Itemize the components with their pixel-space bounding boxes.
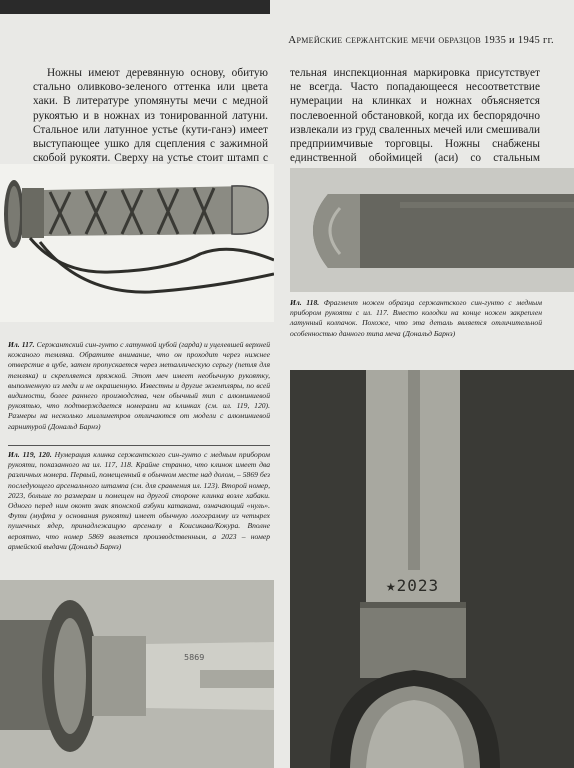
header-years: 1935 и 1945 гг. xyxy=(483,35,554,46)
right-paragraph: тельная инспекционная маркировка присутствует не всегда. Часто попадающееся несоответствие нумерации на клинках и ножнах объясняется послевоенной обстановкой, когда их беспорядочно извлекали из груд сваленных мечей или смешивали предприимчивые торговцы. Ножны снабжены единственной обоймицей (аси) со стальным xyxy=(290,67,540,165)
right-body-text xyxy=(290,66,540,180)
running-header xyxy=(288,34,554,46)
blade-number-photo xyxy=(290,370,574,768)
caption-117-text: Сержантский син-гунто с латунной цубой (гарда) и уцелевшей верхней кожаного темляка. Обратите внимание, что он проходит через нижнее отверстие в цубе, затем пропускается через металлическую серьгу (петля для темляка) и скрепляется пряжкой. Этот меч имеет необычную рукоятку, выполненную из меди и не окрашенную. Известны и другие экземпляры, по всей видимости, более раннего производства, чем обычный тип с алюминиевой рукоятью, что подтверждается номерами на клинках (см. ил. 119, 120). Размеры на несколько миллиметров отличаются от модели с алюминиевой гарнитурой (Дональд Барнз) xyxy=(8,340,270,431)
caption-119-text: Нумерация клинка сержантского син-гунто с медным прибором рукояти, показанного на ил. 117, 118. Крайне странно, что клинок имеет два различных номера. Первый, помещенный в обычном месте над долом, – 5869 без последующего арсенального штампа (см. для сравнения ил. 123). Второй номер, 2023, больше по размерам и помещен на другой стороне клинка возле хабаки. Одного перед ним оконт знак японской азбуки катакана, означающий «нуль». Фути (муфта у основания рукояти) имеет обычную логограмму из четырех пушечных ядер, принадлежащую арсеналу в Коисикава/Кокура. Вполне вероятно, что номер 5869 является производственным, а 2023 – номер армейской выдачи (Дональд Барнз) xyxy=(8,450,270,551)
caption-119-label: Ил. 119, 120. xyxy=(8,450,52,459)
hilt-photo xyxy=(0,164,274,322)
caption-119-120 xyxy=(8,450,270,552)
left-paragraph: Ножны имеют деревянную основу, обитую стально оливково-зеленого оттенка или цвета хаки. В литературе упомянуты мечи с медной рукоятью и в ножнах из тонированной латуни. Стальное или латунное устье (кути-ганэ) имеет выступающее ушко для сцепления с зажимной скобой рукояти. Сверху на устье стоит штамп с xyxy=(33,67,268,165)
blade-stamp-number: ★2023 xyxy=(386,576,440,595)
header-dark-bar xyxy=(0,0,270,14)
scabbard-tip-photo xyxy=(290,168,574,292)
caption-117 xyxy=(8,340,270,432)
svg-text:5869: 5869 xyxy=(184,653,205,662)
header-title: Армейские сержантские мечи образцов xyxy=(288,34,481,46)
caption-118 xyxy=(290,298,542,339)
caption-117-label: Ил. 117. xyxy=(8,340,35,349)
caption-118-text: Фрагмент ножен образца сержантского син-гунто с медным прибором рукояти с ил. 117. Вместо колодки на конце ножен закреплен латунный колпачок. Похоже, что эта деталь является отличительной особенностью данного типа меча (Дональд Барнз) xyxy=(290,298,542,338)
caption-118-label: Ил. 118. xyxy=(290,298,320,307)
caption-divider xyxy=(8,445,270,446)
fuchi-photo xyxy=(0,580,274,768)
